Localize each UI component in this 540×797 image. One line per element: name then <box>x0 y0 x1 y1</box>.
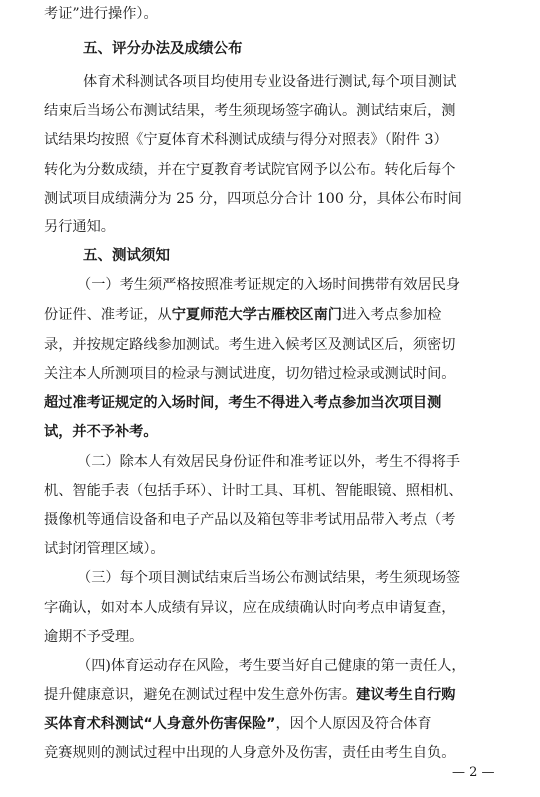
page-number: — 2 — <box>452 765 495 780</box>
text-span: ，因个人原因及符合体育 <box>275 715 432 732</box>
paragraph-line: 竞赛规则的测试过程中出现的人身意外及伤害，责任由考生自负。 <box>44 744 456 761</box>
paragraph-line: 摄像机等通信设备和电子产品以及箱包等非考试用品带入考点（考 <box>44 512 456 529</box>
paragraph-line: 机、智能手表（包括手环）、计时工具、耳机、智能眼镜、照相机、 <box>44 482 463 499</box>
emphasized-line: 试，并不予补考。 <box>44 424 158 441</box>
paragraph-line: 另行通知。 <box>44 219 115 236</box>
emphasized-text: 建议考生自行购 <box>356 687 456 704</box>
paragraph-line: 关注本人所测项目的检录与测试进度，切勿错过检录或测试时间。 <box>44 366 456 383</box>
paragraph-line: 录，并按规定路线参加测试。考生进入候考区及测试区后，须密切 <box>44 336 456 353</box>
paragraph-line: 结束后当场公布测试结果，考生须现场签字确认。测试结束后，测 <box>44 103 456 120</box>
text-span: 提升健康意识，避免在测试过程中发生意外伤害。 <box>44 687 357 704</box>
paragraph-line <box>44 685 455 705</box>
emphasized-line: 超过准考证规定的入场时间，考生不得进入考点参加当次项目测 <box>44 395 442 412</box>
paragraph-line: （二）除本人有效居民身份证件和准考证以外，考生不得将手 <box>77 453 461 470</box>
paragraph-line: （四)体育运动存在风险，考生要当好自己健康的第一责任人， <box>77 658 466 675</box>
text-span: 进入考点参加检 <box>341 306 442 323</box>
paragraph-line: 体育术科测试各项目均使用专业设备进行测试,每个项目测试 <box>83 73 457 90</box>
paragraph-line <box>44 714 432 734</box>
paragraph-line: 字确认，如对本人成绩有异议，应在成绩确认时向考点申请复查， <box>44 599 456 616</box>
section-heading-notice: 五、测试须知 <box>83 248 170 265</box>
paragraph-line: 试封闭管理区域）。 <box>44 541 165 558</box>
section-heading-scoring: 五、评分办法及成绩公布 <box>83 40 243 57</box>
paragraph-line <box>44 305 441 325</box>
paragraph-line: （一）考生须严格按照准考证规定的入场时间携带有效居民身 <box>77 277 461 294</box>
paragraph-line: 试结果均按照《宁夏体育术科测试成绩与得分对照表》（附件 3） <box>44 132 448 149</box>
paragraph-line: 转化为分数成绩，并在宁夏教育考试院官网予以公布。转化后每个 <box>44 161 456 178</box>
paragraph-line: 测试项目成绩满分为 25 分，四项总分合计 100 分，具体公布时间 <box>44 190 462 207</box>
continued-text-line: 考证”进行操作）。 <box>44 6 158 23</box>
emphasized-text: 买体育术科测试“人身意外伤害保险” <box>44 715 276 732</box>
text-span: 份证件、准考证，从 <box>44 306 172 323</box>
paragraph-line: （三）每个项目测试结束后当场公布测试结果，考生须现场签 <box>77 570 461 587</box>
paragraph-line: 逾期不予受理。 <box>44 628 144 645</box>
emphasized-location: 宁夏师范大学古雁校区南门 <box>171 306 342 323</box>
